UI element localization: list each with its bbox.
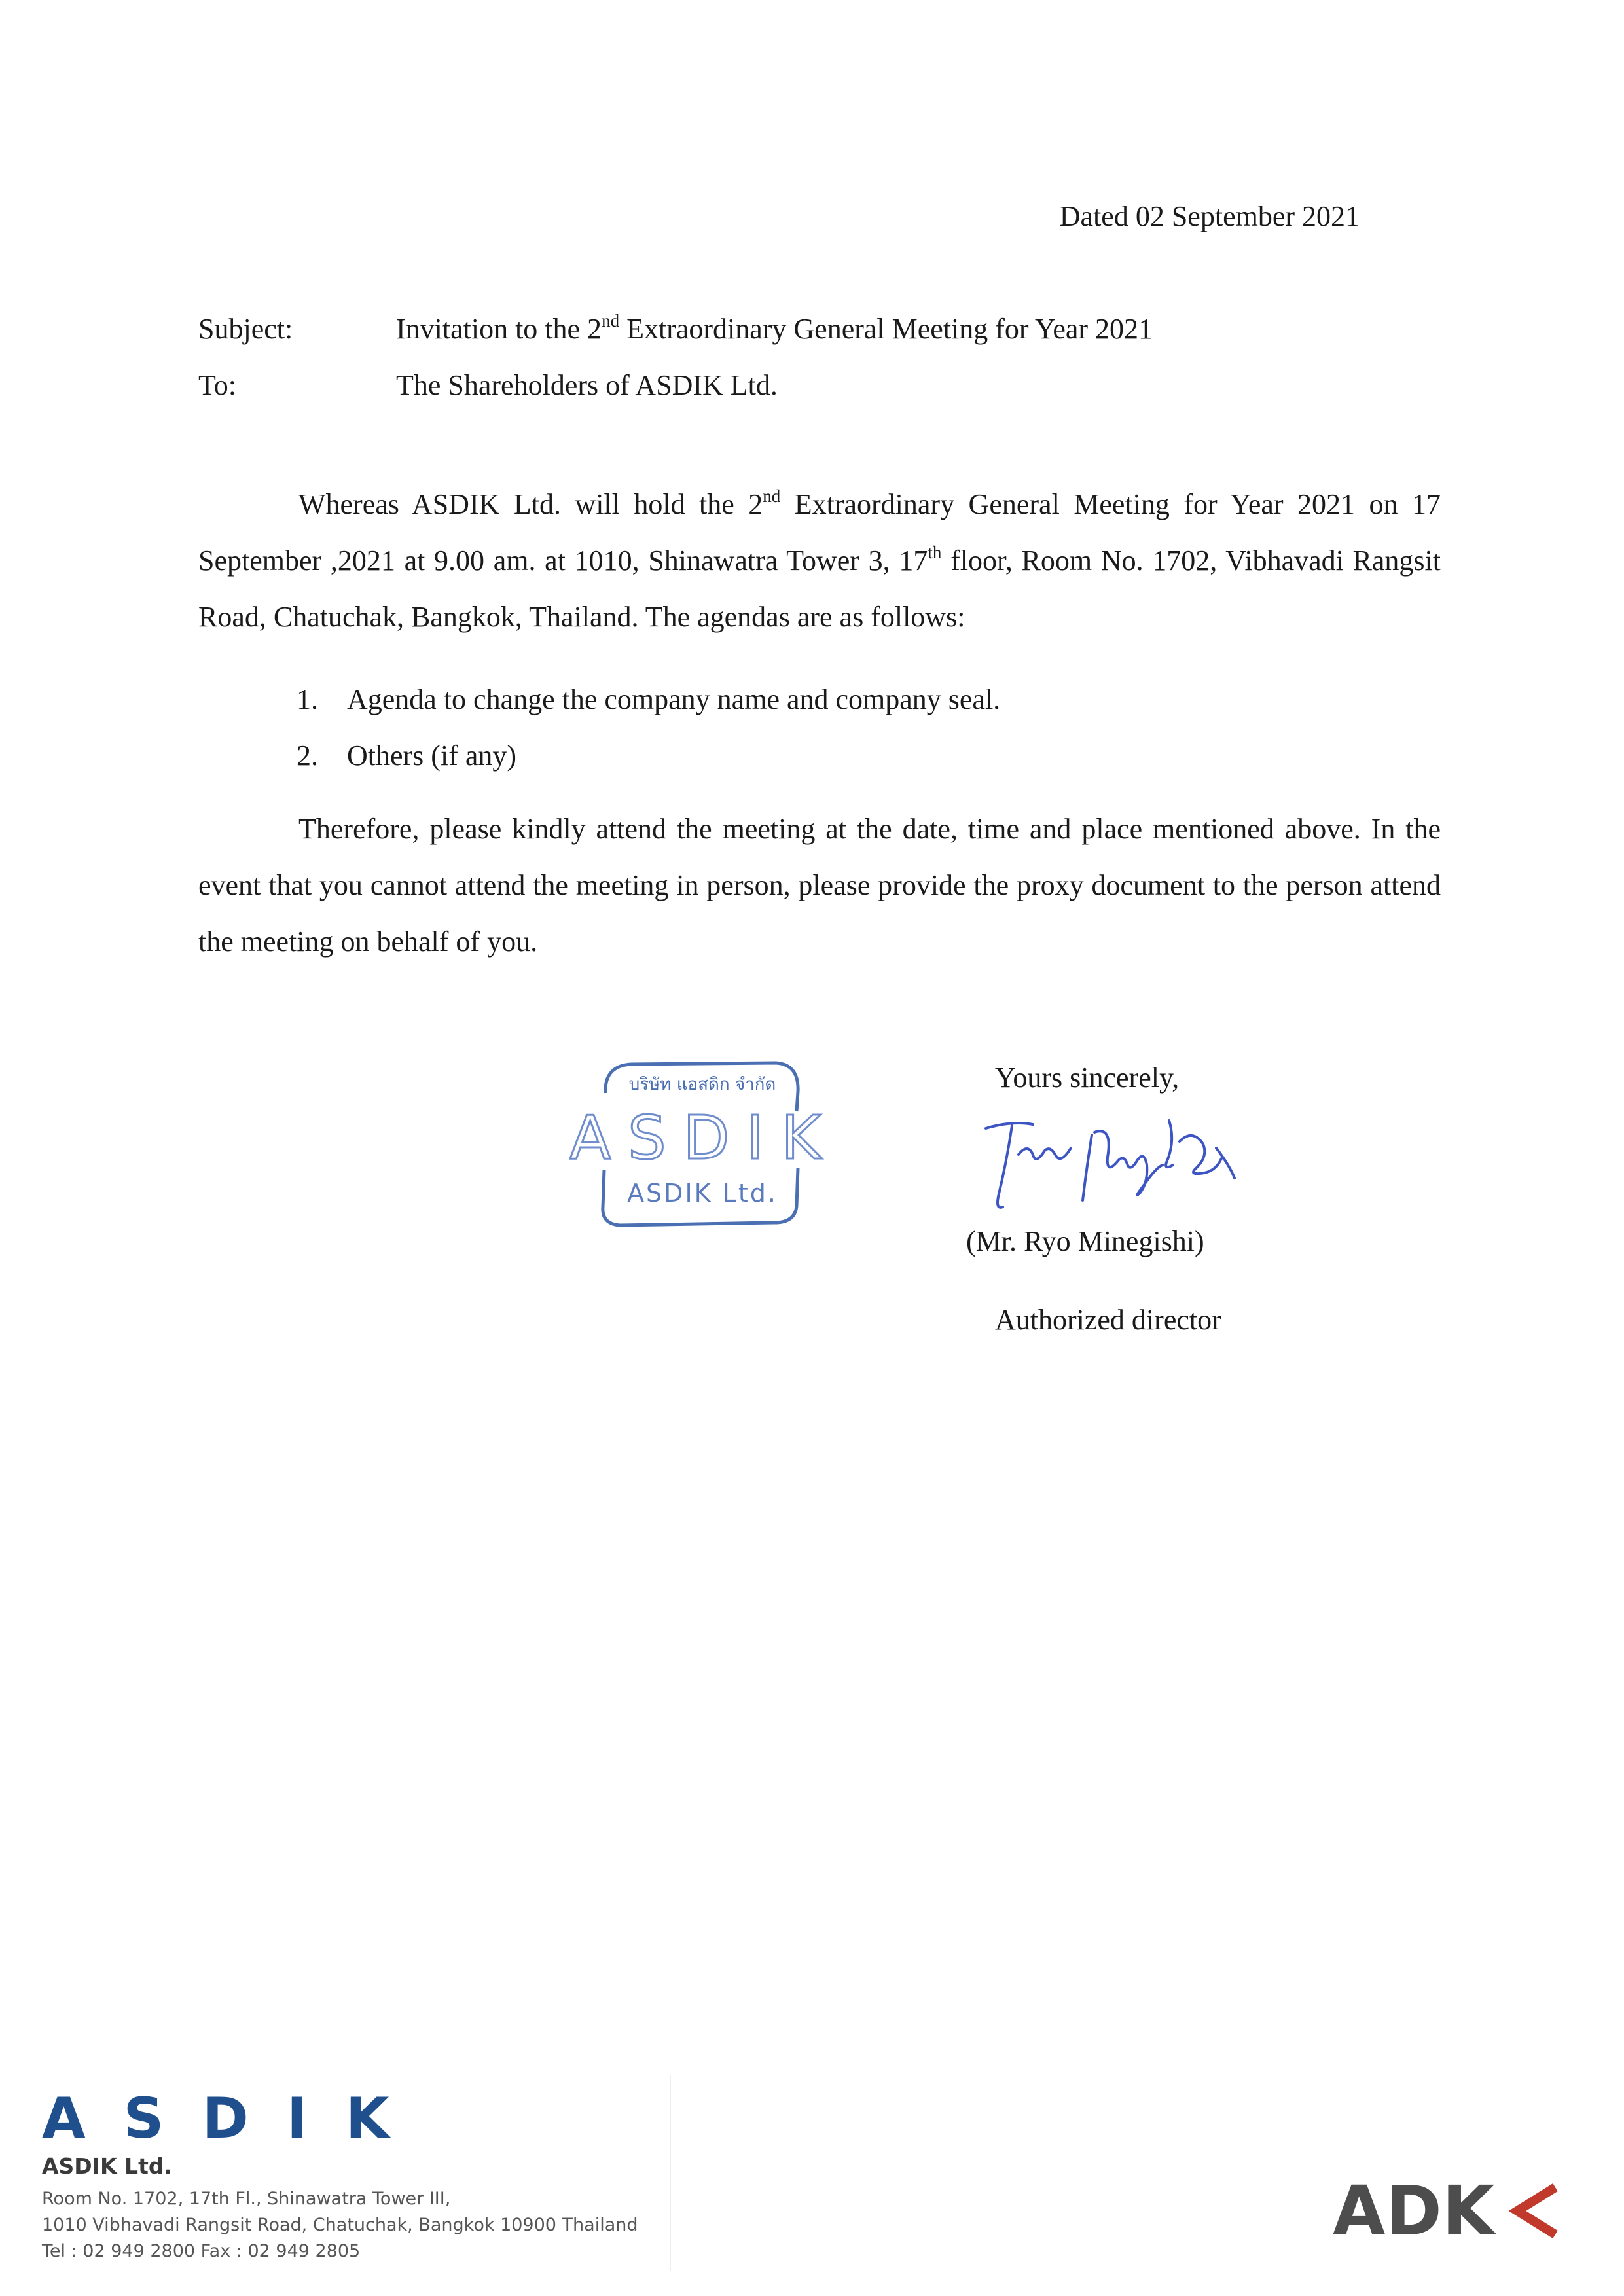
footer-company-name: ASDIK Ltd.	[42, 2153, 172, 2179]
agenda-number: 2.	[297, 740, 318, 772]
asdik-logo-text: ASDIK	[42, 2086, 427, 2151]
attendance-paragraph	[198, 801, 1441, 970]
seal-thai-text: บริษัท แอสดิก จำกัด	[628, 1075, 776, 1094]
agenda-item	[297, 672, 1000, 728]
para1-ordinal-1: nd	[763, 486, 781, 506]
para1-part-a: Whereas ASDIK Ltd. will hold the 2	[298, 488, 763, 520]
letter-date: Dated 02 September 2021	[1059, 200, 1360, 232]
subject-ordinal: nd	[602, 311, 620, 331]
seal-graphic	[569, 1054, 838, 1230]
to-value: The Shareholders of ASDIK Ltd.	[396, 369, 778, 401]
signer-title: Authorized director	[995, 1304, 1221, 1336]
subject-text-pre: Invitation to the 2	[396, 313, 602, 345]
company-seal-stamp	[569, 1054, 838, 1230]
seal-small-text: ASDIK Ltd.	[627, 1179, 778, 1208]
footer-address-line-2: 1010 Vibhavadi Rangsit Road, Chatuchak, Bangkok 10900 Thailand	[42, 2215, 638, 2235]
asdik-logo-graphic	[42, 2086, 427, 2151]
to-label: To:	[198, 369, 237, 401]
subject-label: Subject:	[198, 313, 293, 345]
invitation-paragraph	[198, 476, 1441, 645]
to-row	[198, 363, 778, 408]
para2-text: Therefore, please kindly attend the meeting at the date, time and place mentioned above. In the event that you cannot attend the meeting in person, please provide the proxy document to the person attend the meeting on behalf of you.	[198, 813, 1441, 958]
para1-ordinal-2: th	[928, 543, 942, 562]
seal-big-text: ASDIK	[569, 1103, 838, 1173]
agenda-text: Others (if any)	[347, 740, 517, 772]
subject-row	[198, 306, 1153, 352]
adk-logo	[1333, 2171, 1568, 2251]
adk-accent-chevron	[1517, 2187, 1555, 2234]
handwritten-signature	[973, 1102, 1261, 1233]
closing-text: Yours sincerely,	[995, 1062, 1180, 1094]
para1-part-b: Extraordinary General Meeting for Year 2021 on 17 September ,2021 at 9.00 am. at 1010, Shinawatra Tower 3, 17	[198, 488, 1441, 577]
agenda-item	[297, 728, 1000, 784]
adk-logo-graphic	[1333, 2171, 1568, 2251]
agenda-text: Agenda to change the company name and company seal.	[347, 683, 1001, 715]
subject-value	[396, 313, 1153, 345]
subject-text-post: Extraordinary General Meeting for Year 2021	[619, 313, 1153, 345]
agenda-list	[297, 672, 1000, 784]
footer-divider	[670, 2075, 671, 2271]
footer-address-line-1: Room No. 1702, 17th Fl., Shinawatra Tower III,	[42, 2189, 451, 2209]
signer-name: (Mr. Ryo Minegishi)	[966, 1225, 1204, 1257]
asdik-logo	[42, 2086, 427, 2151]
adk-logo-text: ADK	[1333, 2171, 1495, 2251]
footer-contact-line: Tel : 02 949 2800 Fax : 02 949 2805	[42, 2241, 361, 2261]
agenda-number: 1.	[297, 683, 318, 715]
para1-part-c: floor, Room No. 1702, Vibhavadi Rangsit Road, Chatuchak, Bangkok, Thailand. The agendas are as follows:	[198, 545, 1441, 633]
